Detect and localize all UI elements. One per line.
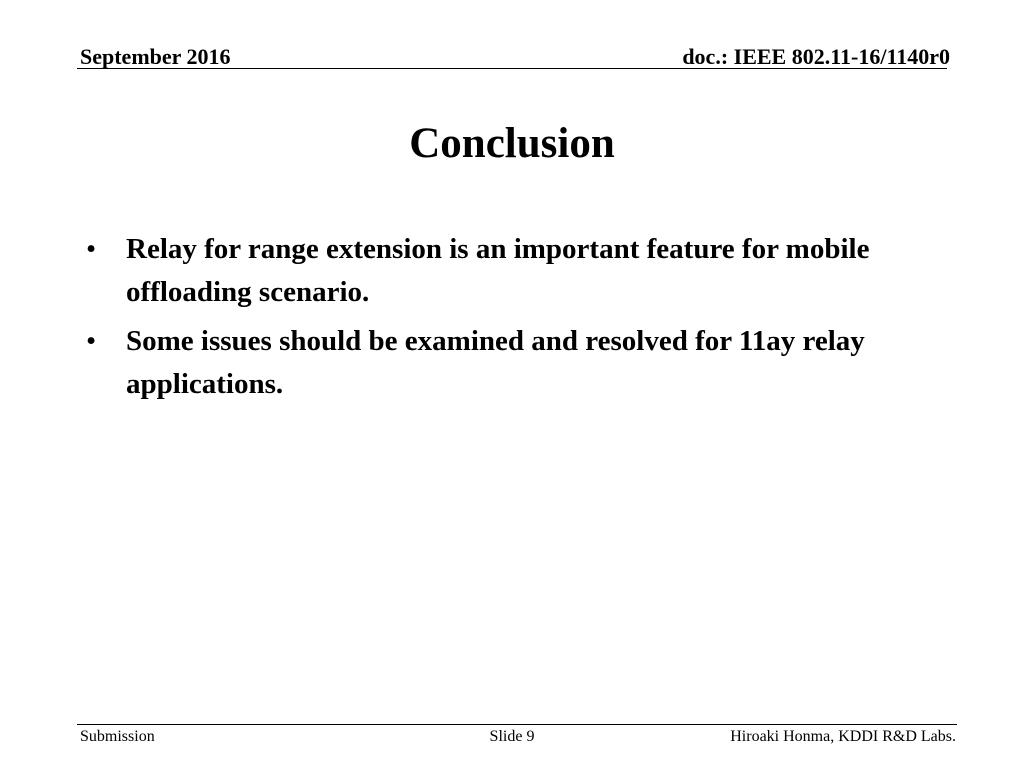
bullet-list	[82, 228, 922, 412]
bullet-item	[82, 228, 922, 314]
header-date: September 2016	[80, 44, 231, 69]
footer-divider	[77, 724, 957, 725]
footer-slide-number: Slide 9	[489, 728, 535, 745]
header-doc-id: doc.: IEEE 802.11-16/1140r0	[682, 44, 950, 69]
bullet-marker: •	[86, 233, 97, 265]
bullet-marker: •	[86, 325, 97, 357]
slide-title: Conclusion	[409, 120, 615, 167]
header-divider	[77, 68, 947, 69]
footer-submission: Submission	[80, 728, 155, 745]
bullet-text: Relay for range extension is an important feature for mobile offloading scenario.	[126, 233, 870, 308]
footer-author: Hiroaki Honma, KDDI R&D Labs.	[730, 728, 956, 745]
bullet-text: Some issues should be examined and resolved for 11ay relay applications.	[126, 325, 865, 400]
bullet-item	[82, 320, 922, 406]
